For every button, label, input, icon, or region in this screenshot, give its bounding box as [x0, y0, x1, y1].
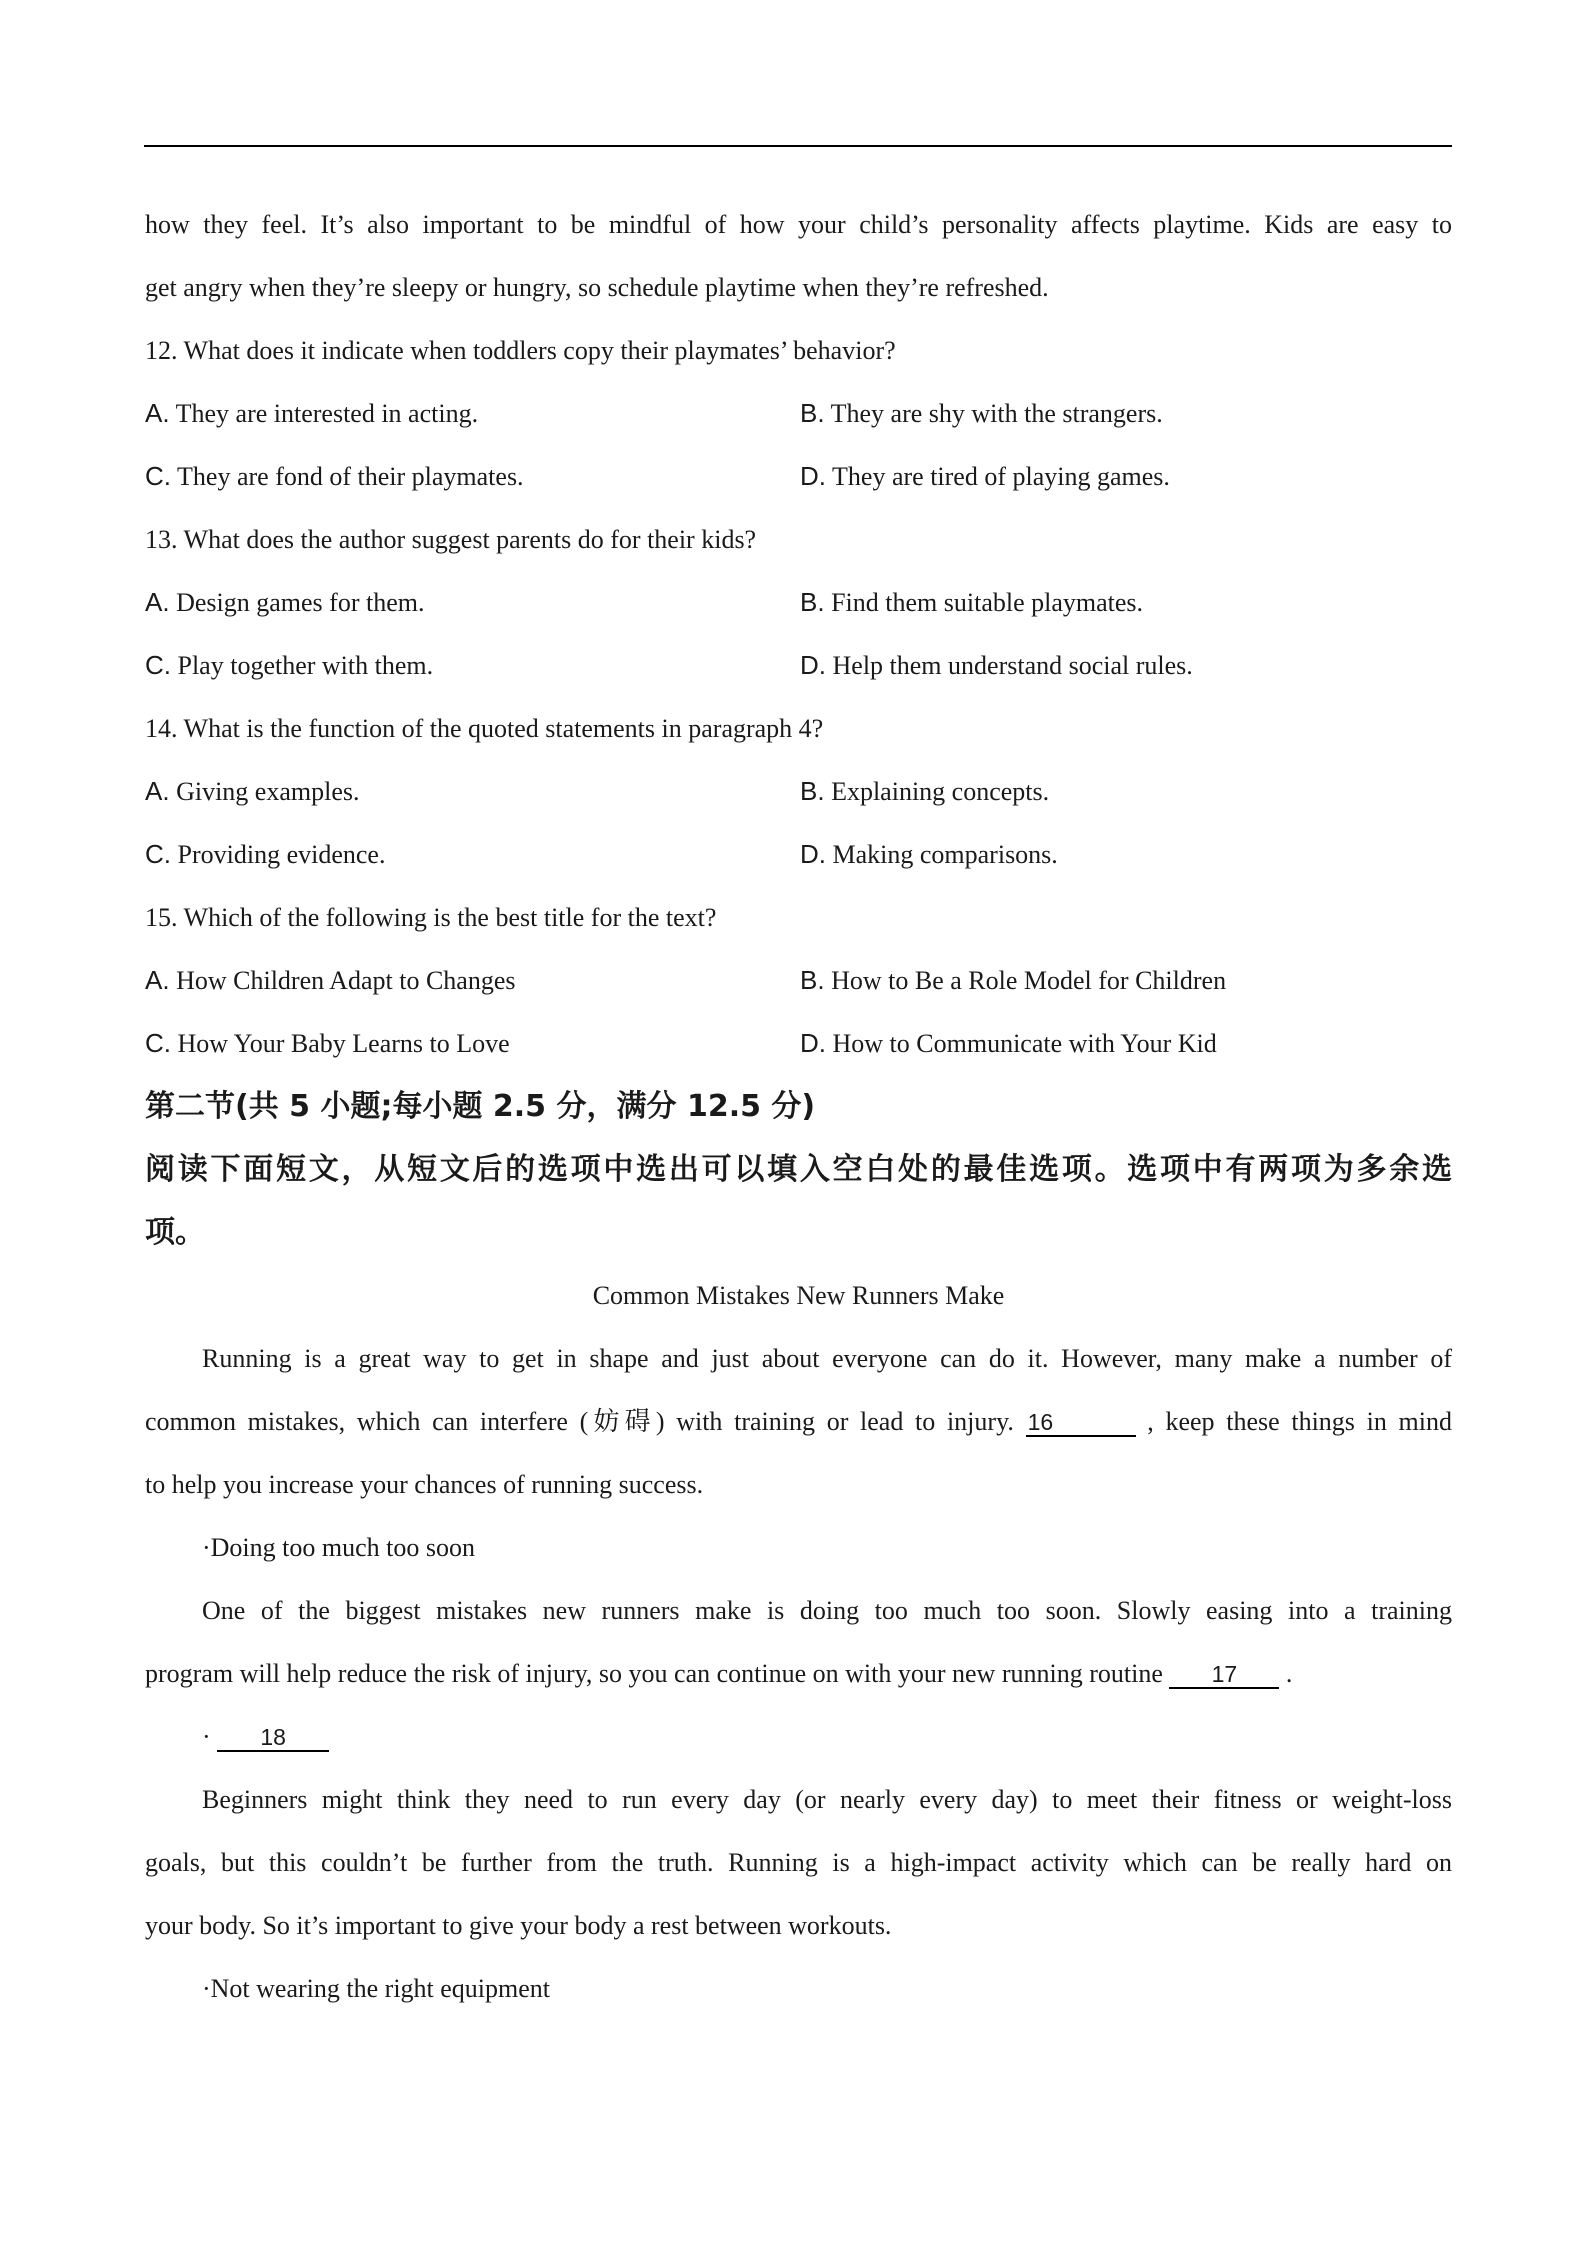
- p3-line-1: Beginners might think they need to run every day (or nearly every day) to meet their fitness or weight-loss: [202, 1785, 1452, 1814]
- option-text: Design games for them.: [169, 588, 425, 617]
- question-13-option-d: [800, 634, 1193, 697]
- p1-line-1: Running is a great way to get in shape and just about everyone can do it. However, many make a number of: [202, 1344, 1452, 1373]
- blank-16[interactable]: 16: [1026, 1409, 1136, 1437]
- question-12-options-row-1: [145, 382, 1452, 445]
- question-13-stem: 13. What does the author suggest parents do for their kids?: [145, 525, 757, 554]
- instruction-line-1: 阅读下面短文，从短文后的选项中选出可以填入空白处的最佳选项。选项中有两项为多余选: [145, 1152, 1452, 1187]
- option-letter: A.: [145, 587, 170, 617]
- question-12-stem: 12. What does it indicate when toddlers copy their playmates’ behavior?: [145, 336, 896, 365]
- option-text: Help them understand social rules.: [826, 651, 1193, 680]
- option-text: They are interested in acting.: [169, 399, 479, 428]
- option-letter: B.: [800, 965, 825, 995]
- blank-18[interactable]: 18: [217, 1724, 329, 1752]
- p3-line-3: your body. So it’s important to give your body a rest between workouts.: [145, 1911, 892, 1940]
- p2-line-2-text: program will help reduce the risk of injury, so you can continue on with your new running routine: [145, 1659, 1170, 1688]
- option-text: Making comparisons.: [826, 840, 1058, 869]
- question-14-option-c: [145, 823, 800, 886]
- question-15-options-row-2: [145, 1012, 1452, 1075]
- option-text: Explaining concepts.: [824, 777, 1050, 806]
- option-text: How to Be a Role Model for Children: [824, 966, 1227, 995]
- passage-title: Common Mistakes New Runners Make: [592, 1281, 1005, 1310]
- question-13-option-a: [145, 571, 800, 634]
- option-letter: B.: [800, 398, 825, 428]
- section-instruction: [145, 1138, 1452, 1264]
- option-letter: D.: [800, 839, 826, 869]
- question-15-option-a: [145, 949, 800, 1012]
- option-letter: A.: [145, 965, 170, 995]
- option-letter: A.: [145, 776, 170, 806]
- p2-line-2: [145, 1642, 1452, 1705]
- question-12-option-a: [145, 382, 800, 445]
- option-text: How to Communicate with Your Kid: [826, 1029, 1217, 1058]
- option-letter: C.: [145, 650, 171, 680]
- blank-17[interactable]: 17: [1169, 1661, 1279, 1689]
- p2-line-2-tail: .: [1279, 1659, 1293, 1688]
- passage-a-line-2: get angry when they’re sleepy or hungry, so schedule playtime when they’re refreshed.: [145, 273, 1049, 302]
- question-14-option-b: [800, 760, 1049, 823]
- question-15-option-c: [145, 1012, 800, 1075]
- question-12-option-c: [145, 445, 800, 508]
- option-text: Providing evidence.: [171, 840, 386, 869]
- subheading-2: [145, 1705, 1452, 1768]
- question-13-options-row-1: [145, 571, 1452, 634]
- p1-line-2-text: common mistakes, which can interfere (妨碍) with training or lead to injury.: [145, 1407, 1026, 1436]
- question-12-option-d: [800, 445, 1170, 508]
- question-14-stem: 14. What is the function of the quoted statements in paragraph 4?: [145, 714, 824, 743]
- question-13-option-c: [145, 634, 800, 697]
- option-text: They are shy with the strangers.: [824, 399, 1163, 428]
- option-letter: D.: [800, 461, 826, 491]
- option-text: They are fond of their playmates.: [171, 462, 524, 491]
- question-14-option-a: [145, 760, 800, 823]
- option-letter: C.: [145, 839, 171, 869]
- page-content: [145, 193, 1452, 2020]
- option-text: How Children Adapt to Changes: [169, 966, 516, 995]
- question-15-option-b: [800, 949, 1226, 1012]
- option-text: How Your Baby Learns to Love: [171, 1029, 510, 1058]
- instruction-line-2: 项。: [145, 1215, 205, 1250]
- option-letter: D.: [800, 1028, 826, 1058]
- option-letter: A.: [145, 398, 170, 428]
- option-text: Play together with them.: [171, 651, 434, 680]
- question-12-option-b: [800, 382, 1163, 445]
- p1-line-2-tail: , keep these things in mind: [1135, 1407, 1452, 1436]
- question-15-option-d: [800, 1012, 1217, 1075]
- option-letter: C.: [145, 1028, 171, 1058]
- option-letter: B.: [800, 776, 825, 806]
- option-text: Find them suitable playmates.: [824, 588, 1144, 617]
- p1-line-2: [145, 1390, 1452, 1453]
- option-text: They are tired of playing games.: [826, 462, 1170, 491]
- option-letter: D.: [800, 650, 826, 680]
- question-15-options-row-1: [145, 949, 1452, 1012]
- option-letter: C.: [145, 461, 171, 491]
- question-12-options-row-2: [145, 445, 1452, 508]
- section-heading: 第二节(共 5 小题;每小题 2.5 分，满分 12.5 分): [145, 1089, 816, 1124]
- question-15-stem: 15. Which of the following is the best title for the text?: [145, 903, 717, 932]
- subheading-1: ·Doing too much too soon: [202, 1533, 475, 1562]
- question-14-options-row-1: [145, 760, 1452, 823]
- question-13-options-row-2: [145, 634, 1452, 697]
- p3-line-2: goals, but this couldn’t be further from the truth. Running is a high-impact activity which can be really hard on: [145, 1848, 1452, 1877]
- header-rule: [144, 145, 1452, 147]
- question-14-options-row-2: [145, 823, 1452, 886]
- p2-line-1: One of the biggest mistakes new runners make is doing too much too soon. Slowly easing into a training: [202, 1596, 1452, 1625]
- bullet: ·: [202, 1722, 218, 1751]
- option-text: Giving examples.: [169, 777, 360, 806]
- question-13-option-b: [800, 571, 1143, 634]
- option-letter: B.: [800, 587, 825, 617]
- p1-line-3: to help you increase your chances of running success.: [145, 1470, 704, 1499]
- question-14-option-d: [800, 823, 1058, 886]
- subheading-3: ·Not wearing the right equipment: [202, 1974, 551, 2003]
- passage-a-line-1: how they feel. It’s also important to be mindful of how your child’s personality affects playtime. Kids are easy to: [145, 210, 1452, 239]
